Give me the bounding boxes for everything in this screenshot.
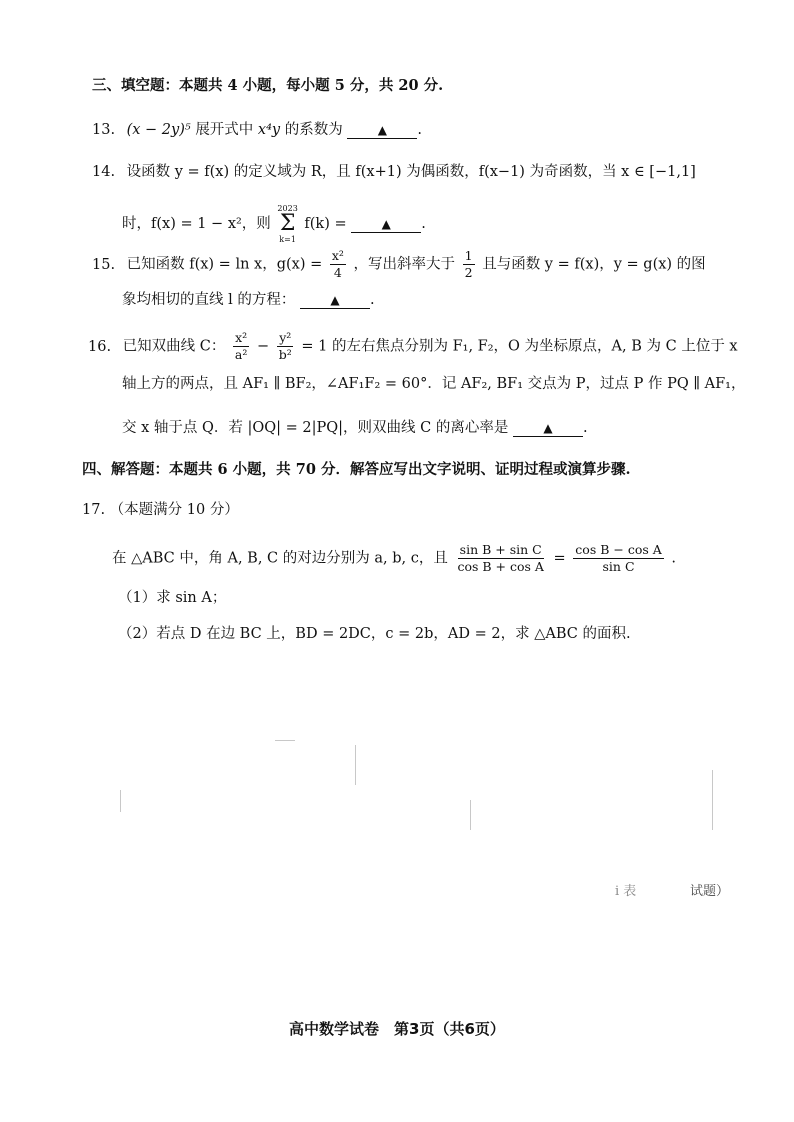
question-17-part-1: （1）求 sin A； bbox=[118, 590, 227, 606]
fraction-x2-a2: $\frac{\text{x²}}{\text{a²}}$ bbox=[234, 330, 248, 362]
scan-mark bbox=[470, 800, 471, 830]
scan-mark bbox=[712, 770, 713, 830]
triangle-icon: ▲ bbox=[330, 293, 340, 307]
fraction-y2-b2: $\frac{\text{y²}}{\text{b²}}$ bbox=[278, 330, 292, 362]
section-3-heading: 三、填空题：本题共 4 小题，每小题 5 分，共 20 分. bbox=[92, 77, 444, 94]
question-16-line-1: 16. 已知双曲线 C： $\frac{\text{x²}}{\text{a²}}$ − $\frac{\text{y²}}{\text{b²}}$ = 1 的左右焦点分别为 F₁, F₂，O 为坐标原点，A, B 为 C 上位于 x bbox=[88, 330, 738, 362]
question-17-number: 17. bbox=[82, 502, 106, 518]
question-16-number: 16. bbox=[88, 338, 112, 355]
triangle-icon: ▲ bbox=[377, 123, 387, 137]
answer-blank-14 bbox=[351, 216, 421, 233]
fraction-right: $\frac{\text{cos B − cos A}}{\text{sin C}}$ bbox=[575, 542, 662, 574]
bleed-text-right: 试题） bbox=[690, 884, 730, 899]
question-17-score: （本题满分 10 分） bbox=[109, 502, 239, 518]
scan-mark bbox=[120, 790, 121, 812]
question-14-line-2: 时，f(x) = 1 − x²，则 2023 Σ k=1 f(k) = ▲ . bbox=[122, 204, 426, 244]
answer-blank-16 bbox=[513, 420, 583, 437]
triangle-icon: ▲ bbox=[381, 217, 391, 231]
question-17-header bbox=[82, 500, 239, 520]
question-15-line-2: 象均相切的直线 l 的方程： ▲ . bbox=[122, 292, 375, 308]
fraction-left: $\frac{\text{sin B + sin C}}{\text{cos B + cos A}}$ bbox=[457, 542, 544, 574]
question-13: 13. (x − 2y)⁵ 展开式中 x⁴y 的系数为 ▲ . bbox=[92, 122, 422, 138]
question-17-part-2: （2）若点 D 在边 BC 上，BD = 2DC，c = 2b，AD = 2，求 △ABC 的面积. bbox=[118, 626, 631, 642]
section-4-heading: 四、解答题：本题共 6 小题，共 70 分．解答应写出文字说明、证明过程或演算步骤. bbox=[82, 461, 631, 478]
question-16-line-3: 交 x 轴于点 Q．若 |OQ| = 2|PQ|，则双曲线 C 的离心率是 ▲ . bbox=[122, 420, 588, 436]
question-15-line-1: 15. 已知函数 f(x) = ln x，g(x) = $\frac{\text{x²}}{4}$ ，写出斜率大于 $\frac{1}{2}$ 且与函数 y = f(x)，y = g(x) 的图 bbox=[92, 248, 706, 280]
question-13-number: 13. bbox=[92, 122, 116, 138]
scan-mark bbox=[355, 745, 356, 785]
question-17-stem: 在 △ABC 中，角 A, B, C 的对边分别为 a, b, c，且 $\frac{\text{sin B + sin C}}{\text{cos B + cos A}}$ = $\frac{\text{cos B − cos A}}{\text{sin C}}$ . bbox=[112, 542, 676, 574]
bleed-text-left: i 表 bbox=[615, 884, 637, 899]
scan-mark bbox=[275, 740, 295, 741]
question-14-line-1: 14. 设函数 y = f(x) 的定义域为 R，且 f(x+1) 为偶函数，f(x−1) 为奇函数，当 x ∈ [−1,1] bbox=[92, 164, 696, 180]
question-15-number: 15. bbox=[92, 256, 116, 273]
fraction-g: $\frac{\text{x²}}{4}$ bbox=[331, 248, 344, 280]
page-footer: 高中数学试卷 第3页（共6页） bbox=[289, 1020, 505, 1038]
answer-blank-13 bbox=[347, 122, 417, 139]
question-16-line-2: 轴上方的两点，且 AF₁ ∥ BF₂，∠AF₁F₂ = 60°．记 AF₂, BF₁ 交点为 P，过点 P 作 PQ ∥ AF₁， bbox=[122, 376, 746, 392]
fraction-slope: $\frac{1}{2}$ bbox=[464, 248, 473, 280]
triangle-icon: ▲ bbox=[543, 421, 553, 435]
summation: 2023 Σ k=1 bbox=[277, 204, 298, 244]
question-14-number: 14. bbox=[92, 164, 116, 180]
answer-blank-15 bbox=[300, 292, 370, 309]
